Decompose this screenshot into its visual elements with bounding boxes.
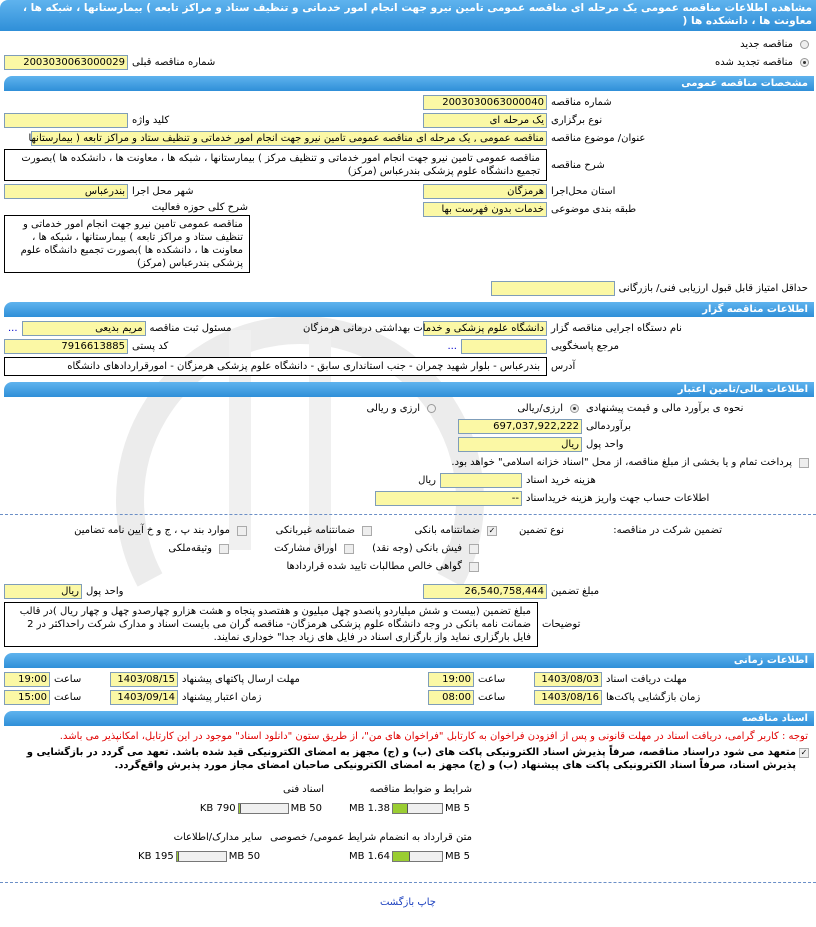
tender-number-row	[4, 95, 812, 110]
commitment-row	[4, 746, 812, 772]
page-header	[0, 0, 816, 31]
section-organizer: اطلاعات مناقصه گزار	[4, 302, 814, 317]
guarantee-bonds-checkbox[interactable]	[344, 544, 354, 554]
doc-cost-row	[4, 473, 812, 488]
description-label: شرح مناقصه	[551, 159, 605, 171]
file-item	[270, 832, 472, 862]
validity-time: 15:00	[4, 690, 50, 705]
section-timing: اطلاعات زمانی	[4, 653, 814, 668]
guarantee-nonbank-option	[250, 525, 375, 536]
time-label: ساعت	[478, 692, 506, 703]
guarantee-clauses-checkbox[interactable]	[237, 526, 247, 536]
section-finance: اطلاعات مالی/تامین اعتبار	[4, 382, 814, 397]
category-field: خدمات بدون فهرست بها	[423, 202, 547, 217]
doc-cost-label: هزینه خرید اسناد	[526, 475, 596, 486]
guarantee-bonds-option	[232, 543, 357, 554]
notes-row	[4, 602, 812, 647]
print-link[interactable]: چاپ	[417, 897, 436, 908]
file-size: 790 KB	[199, 803, 236, 814]
time-label: ساعت	[54, 674, 82, 685]
files-row-2	[4, 832, 812, 862]
prev-number-field: 2003030063000029	[4, 55, 128, 70]
activity-box: مناقصه عمومی تامین نیرو جهت انجام امور خدماتی و تنظیف ستاد و مراکز تابعه ) بیمارستانها ، شبکه ها ، معاونت ها ، دانشکده ها )بصورت تجمیع دانشگاه علوم پزشکی بندرعباس (مرکز)	[4, 215, 250, 273]
tender-number-field: 2003030063000040	[423, 95, 547, 110]
file-size-fill	[177, 852, 179, 861]
guarantee-row-1	[4, 523, 812, 538]
currency-field: ریال	[458, 437, 582, 452]
currency-row	[4, 437, 812, 452]
file-item	[184, 784, 324, 814]
org-name-field: دانشگاه علوم پزشکی و خدمات بهداشتی درمانی هرمزگان	[423, 321, 547, 336]
commitment-checkbox[interactable]: ✓	[800, 748, 808, 757]
guarantee-row-3	[4, 559, 812, 574]
section-docs: اسناد مناقصه	[4, 711, 814, 726]
estimate-field: 697,037,922,222	[458, 419, 582, 434]
file-size-fill	[393, 804, 408, 813]
activity-label: شرح کلی حوزه فعالیت	[151, 202, 248, 213]
section-general: مشخصات مناقصه عمومی	[4, 76, 814, 91]
guarantee-bank-option	[375, 525, 500, 536]
doc-cost-unit: ریال	[418, 475, 436, 486]
file-max: 5 MB	[444, 851, 470, 862]
subject-field: مناقصه عمومی , یک مرحله ای مناقصه عمومی تامین نیرو جهت انجام امور خدماتی و تنظیف ستاد و مراکز تابعه ( بیمارستانها	[31, 131, 547, 146]
timing-row-2	[4, 690, 812, 705]
account-label: اطلاعات حساب جهت واریز هزینه خریداسناد	[526, 493, 710, 504]
guarantee-cash-checkbox[interactable]	[469, 544, 479, 554]
footer-links	[0, 891, 816, 918]
guarantee-bonds-label: اوراق مشارکت	[274, 543, 337, 554]
org-name-label: نام دستگاه اجرایی مناقصه گزار	[551, 323, 682, 334]
postal-code-label: کد پستی	[132, 341, 169, 352]
file-label: سایر مدارک/اطلاعات	[173, 832, 263, 843]
doc-deadline-time: 19:00	[428, 672, 474, 687]
guarantee-nonbank-label: ضمانتنامه غیربانکی	[275, 525, 355, 536]
province-label: استان محل‌اجرا	[551, 186, 616, 197]
description-row	[4, 149, 812, 181]
guarantee-clauses-label: موارد بند پ ، ج و خ آیین نامه تضامین	[74, 525, 230, 536]
guarantee-amount-row	[4, 584, 812, 599]
timing-row-1	[4, 672, 812, 687]
guarantee-property-label: وثیقه‌ملکی	[168, 543, 212, 554]
file-item	[332, 784, 472, 814]
guarantee-claims-checkbox[interactable]	[469, 562, 479, 572]
reference-field	[461, 339, 547, 354]
province-row	[4, 184, 812, 199]
file-item	[122, 832, 262, 862]
time-label: ساعت	[478, 674, 506, 685]
estimate-method-label: نحوه ی برآورد مالی و قیمت پیشنهادی	[586, 403, 744, 414]
file-size: 1.64 MB	[348, 851, 390, 862]
min-score-row	[4, 281, 812, 296]
radio-currency-rial[interactable]	[570, 404, 579, 413]
guarantee-claims-option	[282, 561, 482, 572]
min-score-field	[491, 281, 615, 296]
category-row	[4, 202, 812, 273]
file-max: 5 MB	[444, 803, 470, 814]
renewed-tender-label: مناقصه تجدید شده	[715, 57, 793, 68]
registrar-field: مریم بدیعی	[22, 321, 146, 336]
doc-cost-field	[440, 473, 522, 488]
time-label: ساعت	[54, 692, 82, 703]
file-label: شرایط و ضوابط مناقصه	[369, 784, 472, 795]
guarantee-cash-option	[357, 543, 482, 554]
guarantee-currency-field: ریال	[4, 584, 82, 599]
guarantee-property-checkbox[interactable]	[219, 544, 229, 554]
estimate-row	[4, 419, 812, 434]
file-size-bar	[238, 803, 289, 814]
file-max: 50 MB	[228, 851, 261, 862]
currency-and-rial-label: ارزی و ریالی	[366, 403, 420, 414]
file-size-bar	[392, 803, 443, 814]
account-field: --	[375, 491, 522, 506]
guarantee-property-option	[107, 543, 232, 554]
radio-renewed-tender[interactable]	[800, 58, 809, 67]
guarantee-type-label: نوع تضمین	[519, 525, 564, 536]
address-row	[4, 357, 812, 376]
postal-code-field: 7916613885	[4, 339, 128, 354]
reference-row	[4, 339, 812, 354]
back-link[interactable]: بازگشت	[379, 897, 415, 908]
tender-number-label: شماره مناقصه	[551, 97, 612, 108]
account-row	[4, 491, 812, 506]
subject-label: عنوان/ موضوع مناقصه	[551, 133, 646, 144]
file-size: 195 KB	[138, 851, 174, 862]
guarantee-amount-field: 26,540,758,444	[423, 584, 547, 599]
guarantee-currency-label: واحد پول	[86, 586, 124, 597]
address-box: بندرعباس - بلوار شهید چمران - جنب استانداری سابق - دانشگاه علوم پزشکی هرمزگان - امورقراردادهای دانشگاه	[4, 357, 547, 376]
file-label: متن قرارداد به انضمام شرایط عمومی/ خصوصی	[270, 832, 472, 843]
guarantee-amount-label: مبلغ تضمین	[551, 586, 600, 597]
reference-more-link[interactable]: ...	[447, 341, 457, 352]
category-label: طبقه بندی موضوعی	[551, 204, 637, 215]
keyword-label: کلید واژه	[132, 115, 170, 126]
reference-label: مرجع پاسخگویی	[551, 341, 620, 352]
min-score-label: حداقل امتیاز قابل قبول ارزیابی فنی/ بازرگانی	[618, 283, 808, 294]
commitment-text: متعهد می شود دراسناد مناقصه، صرفاً پذیرش اسناد الکترونیکی پاکت های (ب) و (ج) مجهز به امضای الکترونیکی قید شده باشد. تعهد می گردد در بازگشایی و پذیرش اسناد، صرفاً اسناد الکترونیکی پاکت های پیشنهاد (ب) و (ج) مجهز به امضای الکترونیکی صاحبان امضای مجاز مورد پذیرش واقع‌گردد.	[26, 747, 796, 771]
org-name-row	[4, 321, 812, 336]
divider	[0, 514, 816, 515]
currency-label: واحد پول	[586, 439, 624, 450]
treasury-label: پرداخت تمام و یا بخشی از مبلغ مناقصه، از محل "اسناد خزانه اسلامی" خواهد بود.	[451, 457, 792, 468]
new-tender-row	[4, 37, 812, 52]
guarantee-nonbank-checkbox[interactable]	[362, 526, 372, 536]
radio-new-tender[interactable]	[800, 40, 809, 49]
radio-currency-and-rial[interactable]	[427, 404, 436, 413]
page-title: مشاهده اطلاعات مناقصه عمومی یک مرحله ای مناقصه عمومی تامین نیرو جهت انجام امور خدماتی و تنظیف ستاد و مراکز تابعه ) بیمارستانها ، شبکه ها ، معاونت ها ، دانشکده ها (	[23, 2, 812, 27]
guarantee-cash-label: فیش بانکی (وجه نقد)	[372, 543, 462, 554]
file-max: 50 MB	[290, 803, 322, 814]
opening-label: زمان بازگشایی پاکت‌ها	[606, 692, 701, 703]
city-label: شهر محل اجرا	[132, 186, 194, 197]
province-field: هرمزگان	[423, 184, 547, 199]
guarantee-clauses-option	[70, 525, 250, 536]
hold-type-label: نوع برگزاری	[551, 115, 603, 126]
file-size-fill	[393, 852, 410, 861]
prev-number-label: شماره مناقصه قبلی	[132, 57, 216, 68]
divider	[0, 882, 816, 883]
notes-box: مبلغ تضمین (بیست و شش میلیاردو پانصدو چهل میلیون و هفتصدو پنجاه و هشت هزارو چهارصدو چهل و چهار ریال )در قالب ضمانت نامه بانکی در وجه دانشگاه علوم پزشکی هرمزگان- مناقصه گران می بایست اسناد و مدارک شرکت راحداکثر در 2 فایل بارگزاری نماید واز بارگزاری اسناد در فایل های زیاد جدا" خوداری نمایند.	[4, 602, 538, 647]
submit-deadline-time: 19:00	[4, 672, 50, 687]
file-label: اسناد فنی	[283, 784, 324, 795]
hold-type-field: یک مرحله ای	[423, 113, 547, 128]
currency-rial-label: ارزی/ریالی	[517, 403, 563, 414]
guarantee-row-2	[4, 541, 812, 556]
file-size: 1.38 MB	[348, 803, 390, 814]
file-size-fill	[239, 804, 241, 813]
file-size-bar	[176, 851, 227, 862]
validity-label: زمان اعتبار پیشنهاد	[182, 692, 262, 703]
notes-label: توضیحات	[542, 619, 581, 630]
opening-time: 08:00	[428, 690, 474, 705]
doc-deadline-date: 1403/08/03	[534, 672, 602, 687]
validity-date: 1403/09/14	[110, 690, 178, 705]
estimate-method-row	[4, 401, 812, 416]
guarantee-label: تضمین شرکت در مناقصه:	[613, 525, 722, 536]
guarantee-bank-label: ضمانتنامه بانکی	[414, 525, 480, 536]
guarantee-claims-label: گواهی خالص مطالبات تایید شده قراردادها	[286, 561, 462, 572]
registrar-more-link[interactable]: ...	[8, 323, 18, 334]
hold-type-row	[4, 113, 812, 128]
renewed-tender-row	[4, 55, 812, 70]
files-row-1	[4, 784, 812, 814]
registrar-label: مسئول ثبت مناقصه	[149, 323, 232, 334]
new-tender-label: مناقصه جدید	[740, 39, 793, 50]
submit-deadline-label: مهلت ارسال پاکتهای پیشنهاد	[182, 674, 300, 685]
submit-deadline-date: 1403/08/15	[110, 672, 178, 687]
treasury-row	[4, 455, 812, 470]
treasury-checkbox[interactable]	[799, 458, 809, 468]
description-box: مناقصه عمومی تامین نیرو جهت انجام امور خدماتی و تنظیف مرکز ) بیمارستانها ، شبکه ها ، معاونت ها ، دانشکده ها )بصورت تجمیع دانشگاه علوم پزشکی بندرعباس (مرکز)	[4, 149, 547, 181]
subject-row	[4, 131, 812, 146]
docs-notice: توجه : کاربر گرامی، دریافت اسناد در مهلت قانونی و پس از افزودن فراخوان به کارتابل "فراخوان های من"، از طریق ستون "دانلود اسناد" موجود در این کارتابل، امکانپذیر می باشد.	[59, 731, 808, 742]
keyword-field	[4, 113, 128, 128]
estimate-label: برآوردمالی	[586, 421, 631, 432]
guarantee-bank-checkbox[interactable]: ✓	[488, 525, 496, 535]
doc-deadline-label: مهلت دریافت اسناد	[606, 674, 687, 685]
address-label: آدرس	[551, 361, 576, 372]
opening-date: 1403/08/16	[534, 690, 602, 705]
file-size-bar	[392, 851, 443, 862]
city-field: بندرعباس	[4, 184, 128, 199]
